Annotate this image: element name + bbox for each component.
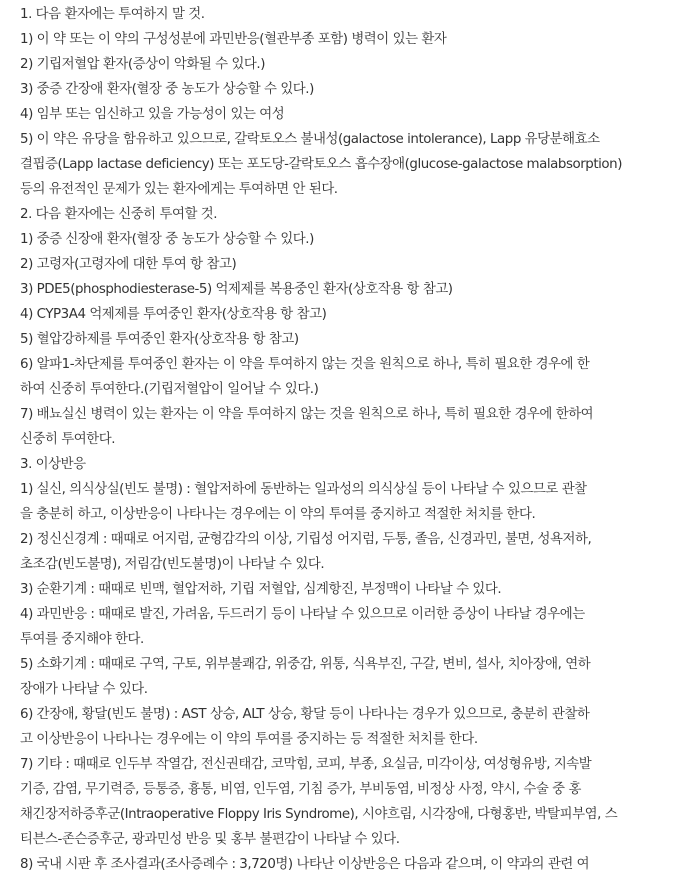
text-line: 5) 소화기계 : 때때로 구역, 구토, 위부불쾌감, 위중감, 위통, 식욕부진, 구갈, 변비, 설사, 치아장애, 연하 xyxy=(20,657,591,672)
text-line: 기증, 감염, 무기력증, 등통증, 흉통, 비염, 인두염, 기침 증가, 부비동염, 비정상 사정, 약시, 수술 중 홍 xyxy=(20,782,581,797)
document-text xyxy=(20,2,685,877)
text-line: 4) 임부 또는 임신하고 있을 가능성이 있는 여성 xyxy=(20,107,285,122)
text-line: 3. 이상반응 xyxy=(20,457,86,472)
text-line: 등의 유전적인 문제가 있는 환자에게는 투여하면 안 된다. xyxy=(20,182,338,197)
text-line: 1) 실신, 의식상실(빈도 불명) : 혈압저하에 동반하는 일과성의 의식상실 등이 나타날 수 있으므로 관찰 xyxy=(20,482,587,497)
text-line: 티븐스-존슨증후군, 광과민성 반응 및 홍부 불편감이 나타날 수 있다. xyxy=(20,832,400,847)
text-line: 6) 알파1-차단제를 투여중인 환자는 이 약을 투여하지 않는 것을 원칙으로 하나, 특히 필요한 경우에 한 xyxy=(20,357,590,372)
text-line: 4) CYP3A4 억제제를 투여중인 환자(상호작용 항 참고) xyxy=(20,307,327,322)
text-line: 장애가 나타날 수 있다. xyxy=(20,682,148,697)
text-line: 7) 기타 : 때때로 인두부 작열감, 전신권태감, 코막힘, 코피, 부종, 요실금, 미각이상, 여성형유방, 지속발 xyxy=(20,757,592,772)
text-line: 5) 혈압강하제를 투여중인 환자(상호작용 항 참고) xyxy=(20,332,299,347)
text-line: 4) 과민반응 : 때때로 발진, 가려움, 두드러기 등이 나타날 수 있으므로 이러한 증상이 나타날 경우에는 xyxy=(20,607,585,622)
text-line: 2) 정신신경계 : 때때로 어지럼, 균형감각의 이상, 기립성 어지럼, 두통, 졸음, 신경과민, 불면, 성욕저하, xyxy=(20,532,592,547)
text-line: 결핍증(Lapp lactase deficiency) 또는 포도당-갈락토오스 흡수장애(glucose-galactose malabsorption) xyxy=(20,157,622,172)
text-line: 2) 고령자(고령자에 대한 투여 항 참고) xyxy=(20,257,237,272)
text-line: 6) 간장애, 황달(빈도 불명) : AST 상승, ALT 상승, 황달 등이 나타나는 경우가 있으므로, 충분히 관찰하 xyxy=(20,707,590,722)
text-line: 1) 이 약 또는 이 약의 구성성분에 과민반응(혈관부종 포함) 병력이 있는 환자 xyxy=(20,32,447,47)
text-line: 8) 국내 시판 후 조사결과(조사증례수 : 3,720명) 나타난 이상반응은 다음과 같으며, 이 약과의 관련 여 xyxy=(20,857,590,872)
text-line: 하여 신중히 투여한다.(기립저혈압이 일어날 수 있다.) xyxy=(20,382,319,397)
text-line: 고 이상반응이 나타나는 경우에는 이 약의 투여를 중지하는 등 적절한 처치를 한다. xyxy=(20,732,478,747)
text-line: 2. 다음 환자에는 신중히 투여할 것. xyxy=(20,207,218,222)
text-line: 을 충분히 하고, 이상반응이 나타나는 경우에는 이 약의 투여를 중지하고 적절한 처치를 한다. xyxy=(20,507,536,522)
text-line: 투여를 중지해야 한다. xyxy=(20,632,144,647)
text-line: 1) 중증 신장애 환자(혈장 중 농도가 상승할 수 있다.) xyxy=(20,232,314,247)
text-line: 3) 중증 간장애 환자(혈장 중 농도가 상승할 수 있다.) xyxy=(20,82,314,97)
text-line: 초조감(빈도불명), 저림감(빈도불명)이 나타날 수 있다. xyxy=(20,557,325,572)
text-line: 3) PDE5(phosphodiesterase-5) 억제제를 복용중인 환자(상호작용 항 참고) xyxy=(20,282,453,297)
text-line: 3) 순환기계 : 때때로 빈맥, 혈압저하, 기립 저혈압, 심계항진, 부정맥이 나타날 수 있다. xyxy=(20,582,502,597)
text-line: 5) 이 약은 유당을 함유하고 있으므로, 갈락토오스 불내성(galactose intolerance), Lapp 유당분해효소 xyxy=(20,132,600,147)
text-line: 7) 배뇨실신 병력이 있는 환자는 이 약을 투여하지 않는 것을 원칙으로 하나, 특히 필요한 경우에 한하여 xyxy=(20,407,594,422)
text-line: 1. 다음 환자에는 투여하지 말 것. xyxy=(20,7,205,22)
text-line: 2) 기립저혈압 환자(증상이 악화될 수 있다.) xyxy=(20,57,265,72)
text-line: 신중히 투여한다. xyxy=(20,432,116,447)
text-line: 채긴장저하증후군(Intraoperative Floppy Iris Syndrome), 시야흐림, 시각장애, 다형홍반, 박탈피부염, 스 xyxy=(20,807,618,822)
